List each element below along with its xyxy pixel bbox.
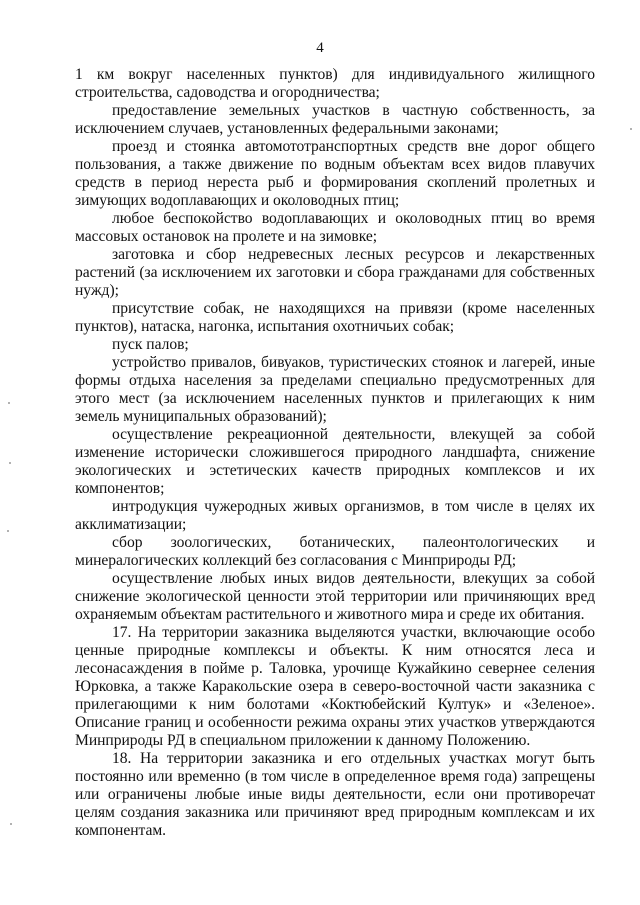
scan-speck xyxy=(8,402,10,404)
paragraph: осуществление рекреационной деятельности, влекущей за собой изменение исторически сложившегося природного ландшафта, снижение экологических и эстетических качеств природных комплексов и их компонентов; xyxy=(75,426,595,497)
paragraph: 17. На территории заказника выделяются участки, включающие особо ценные природные комплексы и объекты. К ним относятся леса и лесонасаждения в пойме р. Таловка, урочище Кужайкино севернее селения Юрковка, а также Каракольские озера в северо-восточной части заказника с прилегающими к ним болотами «Коктюбейский Култук» и «Зеленое». Описание границ и особенности режима охраны этих участков утверждаются Минприроды РД в специальном приложении к данному Положению. xyxy=(75,624,595,749)
paragraph: интродукция чужеродных живых организмов, в том числе в целях их акклиматизации; xyxy=(75,498,595,533)
paragraph: сбор зоологических, ботанических, палеонтологических и минералогических коллекций без согласования с Минприроды РД; xyxy=(75,534,595,569)
paragraph: осуществление любых иных видов деятельности, влекущих за собой снижение экологической ценности этой территории или причиняющих вред охраняемым объектам растительного и животного мира и среде их обитания. xyxy=(75,570,595,623)
paragraph: пуск палов; xyxy=(112,336,189,353)
paragraph: заготовка и сбор недревесных лесных ресурсов и лекарственных растений (за исключением их заготовки и сбора гражданами для собственных нужд); xyxy=(75,246,595,299)
paragraph: любое беспокойство водоплавающих и околоводных птиц во время массовых остановок на пролете и на зимовке; xyxy=(75,210,595,245)
scan-speck xyxy=(10,823,12,825)
paragraph: 18. На территории заказника и его отдельных участках могут быть постоянно или временно (в том числе в определенное время года) запрещены или ограничены любые иные виды деятельности, если они противоречат целям создания заказника или причиняют вред природным комплексам и их компонентам. xyxy=(75,750,595,839)
page-number: 4 xyxy=(316,40,324,56)
document-body xyxy=(75,66,595,840)
scan-speck xyxy=(9,462,11,464)
paragraph: 1 км вокруг населенных пунктов) для индивидуального жилищного строительства, садоводства и огородничества; xyxy=(75,66,595,101)
paragraph: устройство привалов, бивуаков, туристических стоянок и лагерей, иные формы отдыха населения за пределами специально предусмотренных для этого мест (за исключением населенных пунктов и прилегающих к ним земель муниципальных образований); xyxy=(75,354,595,425)
paragraph: предоставление земельных участков в частную собственность, за исключением случаев, установленных федеральными законами; xyxy=(75,102,595,137)
paragraph: проезд и стоянка автомототранспортных средств вне дорог общего пользования, а также движение по водным объектам всех видов плавучих средств в период нереста рыб и формирования скоплений пролетных и зимующих водоплавающих и околоводных птиц; xyxy=(75,138,595,209)
paragraph: присутствие собак, не находящихся на привязи (кроме населенных пунктов), натаска, нагонка, испытания охотничьих собак; xyxy=(75,300,595,335)
scan-speck xyxy=(630,128,632,130)
scan-speck xyxy=(7,530,9,532)
